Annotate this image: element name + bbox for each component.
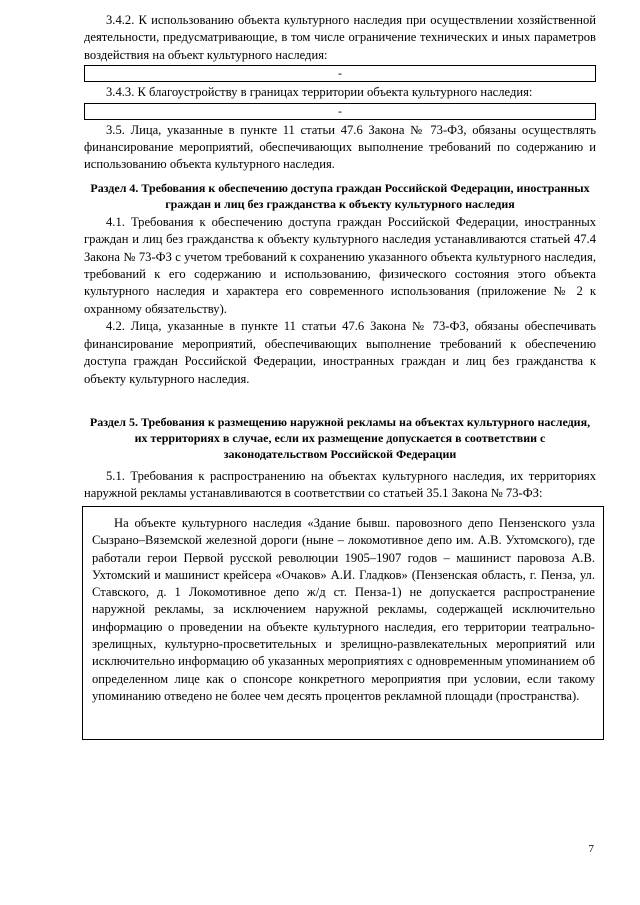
dash-box-3-4-2: - <box>84 65 596 82</box>
paragraph-4-2: 4.2. Лица, указанные в пункте 11 статьи 47.6 Закона № 73-ФЗ, обязаны обеспечивать финансирование мероприятий, обеспечивающих выполнение требований к обеспечению доступа граждан Российской Федерации, иностранных граждан и лиц без гражданства к объекту культурного наследия. <box>84 319 596 386</box>
advertising-requirements-text: На объекте культурного наследия «Здание бывш. паровозного депо Пензенского узла Сызрано–Вяземской железной дороги (ныне – локомотивное депо им. А.В. Ухтомского), где работали герои Первой русской революции 1905–1907 годов – машинист паровоза А.В. Ухтомский и машинист крейсера «Очаков» А.И. Гладков» (Пензенская область, г. Пенза, ул. Ставского, д. 1 Локомотивное депо ж/д ст. Пенза-1) не допускается распространение наружной рекламы, за исключением наружной рекламы, содержащей исключительно информацию о проведении на объекте культурного наследия, его территории театрально-зрелищных, культурно-просветительных и зрелищно-развлекательных мероприятий или исключительно информацию об указанных мероприятиях с одновременным упоминанием об определенном лице как о спонсоре конкретного мероприятия при условии, если такому упоминанию отведено не более чем десять процентов рекламной площади (пространства). <box>92 516 595 703</box>
page-number: 7 <box>588 843 594 855</box>
document-body <box>84 12 596 503</box>
dash-box-3-4-3: - <box>84 103 596 120</box>
paragraph-3-4-2: 3.4.2. К использованию объекта культурного наследия при осуществлении хозяйственной деятельности, предусматривающие, в том числе ограничение технических и иных параметров воздействия на объект культурного наследия: <box>84 13 596 62</box>
paragraph-3-4-3: 3.4.3. К благоустройству в границах территории объекта культурного наследия: <box>106 85 533 100</box>
section-4-heading: Раздел 4. Требования к обеспечению доступа граждан Российской Федерации, иностранных граждан и лиц без гражданства к объекту культурного наследия <box>90 180 590 211</box>
paragraph-4-1: 4.1. Требования к обеспечению доступа граждан Российской Федерации, иностранных граждан и лиц без гражданства к объекту культурного наследия устанавливаются статьей 47.4 Закона № 73-ФЗ с учетом требований к сохранению указанного объекта культурного наследия, требований к его содержанию и использованию, физического состояния этого объекта культурного наследия и характера его современного использования (приложение № 2 к охранному обязательству). <box>84 214 596 316</box>
advertising-requirements-box <box>82 506 604 740</box>
paragraph-3-5: 3.5. Лица, указанные в пункте 11 статьи 47.6 Закона № 73-ФЗ, обязаны осуществлять финансирование мероприятий, обеспечивающих выполнение требований по содержанию и использованию объекта культурного наследия. <box>84 122 596 172</box>
paragraph-5-1: 5.1. Требования к распространению на объектах культурного наследия, их территориях наружной рекламы устанавливаются в соответствии со статьей 35.1 Закона № 73-ФЗ: <box>84 468 596 501</box>
section-5-heading: Раздел 5. Требования к размещению наружной рекламы на объектах культурного наследия, их территориях в случае, если их размещение допускается в соответствии с законодательством Российской Федерации <box>89 414 591 461</box>
